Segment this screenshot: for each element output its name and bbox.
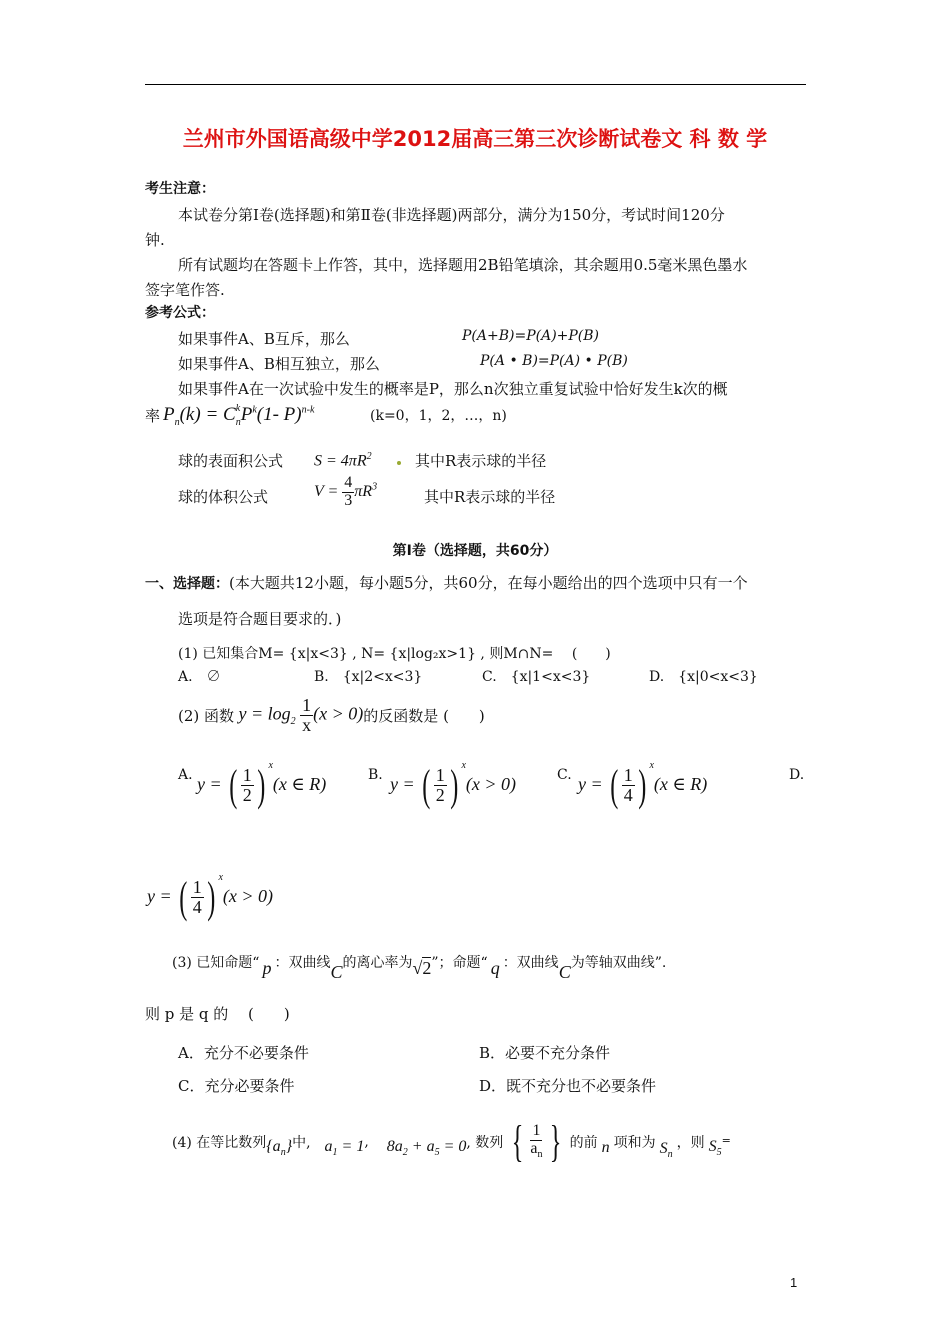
formula2-text: 如果事件A、B相互独立，那么 [178,355,380,373]
q4-stem-3: , [364,1134,369,1150]
q4-reciprocal: { $\frac{1}{a_n}$ } [512,1117,561,1166]
q4-relation: $8a_2 + a_5 = 0$ [386,1137,467,1159]
q2-option-c: y = ( $\frac{1}{4}$ ) $^x$(x ∈ R) [578,760,708,810]
q2-b-label: B. [368,767,383,783]
formula1-expr: P(A+B)=P(A)+P(B) [462,328,600,344]
notice-p1-line1: 本试卷分第Ⅰ卷(选择题)和第Ⅱ卷(非选择题)两部分，满分为150分，考试时间120分 [178,206,725,224]
q2-option-d: y = ( $\frac{1}{4}$ ) $^x$(x > 0) [147,872,274,922]
page-number: 1 [790,1275,798,1290]
q3-stem [172,942,666,982]
q4-stem: (4) 在等比数列 $\{a_n\}$ 中, $a_1 = 1$ , $8a_2 + a_5 = 0$ , 数列 { $\frac{1}{a_n}$ } 的前 n 项和为 $S_n$ ，则 $S_5$ = [172,1117,731,1166]
q3-c-symbol: C [330,961,343,982]
q3-stem-5: ：双曲线 [502,955,559,971]
q3-option-d: D．既不充分也不必要条件 [479,1077,657,1095]
q4-s5: $S_5$ [708,1137,722,1159]
sphere-vol-formula: V = $\frac{4}{3}$ $\pi R^3$ [314,474,378,509]
q3-stem-1: (3) 已知命题“ [172,955,260,971]
q4-stem-6: 项和为 [613,1135,656,1151]
formula3-rate: 率 [145,407,161,425]
notice-heading: 考生注意： [145,181,215,197]
q4-n: n [601,1139,610,1156]
q3-line2: 则 p 是 q 的 ( ) [145,1005,290,1023]
q4-stem-1: (4) 在等比数列 [172,1135,267,1151]
q3-option-b: B．必要不充分条件 [479,1044,611,1062]
binomial-formula: $P_n(k) = C$ $_{k n}P^k(1-$ P)$^{n-k}$ [163,402,315,428]
q1-option-c: C. {x|1<x<3} [482,669,591,685]
q3-stem-3: 的离心率为 [342,955,413,971]
q1-stem: (1) 已知集合M= {x|x<3} , N= {x|log₂x>1} , 则M∩N= ( ) [178,646,611,662]
q4-stem-5: 的前 [569,1135,598,1151]
q4-a1: $a_1 = 1$ [324,1137,365,1159]
section-desc2: 选项是符合题目要求的．) [178,610,342,628]
q2-c-label: C. [557,767,572,783]
q2-option-a: y = ( $\frac{1}{2}$ ) $^x$(x ∈ R) [197,760,327,810]
notice-p2-line1: 所有试题均在答题卡上作答，其中，选择题用2B铅笔填涂，其余题用0.5毫米黑色墨水 [178,256,748,274]
notice-p2-line2: 签字笔作答. [145,281,225,299]
q2-a-label: A. [178,767,193,783]
q2-stem-pre: (2) 函数 [178,706,235,725]
q2-option-b: y = ( $\frac{1}{2}$ ) $^x$(x > 0) [390,760,517,810]
section-desc1: (本大题共12小题，每小题5分，共60分，在每小题给出的四个选项中只有一个 [229,574,748,592]
q3-q-symbol: q [490,957,500,978]
q3-stem-4: ”；命题“ [431,955,488,971]
q4-sequence: $\{a_n\}$ [266,1137,293,1159]
q3-c-symbol-2: C [558,961,571,982]
q3-option-c: C．充分必要条件 [178,1077,295,1095]
sphere-vol-label: 球的体积公式 [178,488,269,506]
header-rule [145,84,806,85]
q3-stem-6: 为等轴双曲线”. [570,955,667,971]
q3-option-a: A．充分不必要条件 [178,1044,309,1062]
q4-stem-2: 中, [292,1135,311,1151]
q1-option-d: D. {x|0<x<3} [649,669,758,685]
part1-heading: 第Ⅰ卷（选择题，共60分） [392,543,558,559]
formulas-heading: 参考公式： [145,305,215,321]
section-intro [145,572,748,593]
sphere-vol-note: 其中R表示球的半径 [424,488,556,506]
q2-stem-post: 的反函数是 ( ) [363,706,485,725]
marker-dot [397,461,401,465]
q1-option-b: B. {x|2<x<3} [314,669,423,685]
q3-p-symbol: p [262,957,272,978]
sphere-area-formula: $S = 4\pi R^2$ [314,451,372,470]
page-title: 兰州市外国语高级中学2012届高三第三次诊断试卷文 科 数 学 [182,127,768,151]
formula2-expr: P(A • B)=P(A) • P(B) [480,353,628,369]
section-label: 一、选择题： [145,576,229,592]
q3-sqrt2: √2 [412,957,432,978]
q3-stem-2: ：双曲线 [274,955,331,971]
q1-option-a: A. ∅ [178,669,221,685]
q4-stem-4: , 数列 [466,1135,504,1151]
q4-stem-7: ，则 [676,1135,705,1151]
formula3-line1: 如果事件A在一次试验中发生的概率是P，那么n次独立重复试验中恰好发生k次的概 [178,380,728,398]
q2-stem [178,690,485,740]
sphere-area-label: 球的表面积公式 [178,452,284,470]
q2-d-label: D. [789,767,805,783]
q2-function: $y = \log_2$ $\frac{1}{x}$ (x > 0) [234,694,364,735]
notice-p1-line2: 钟. [145,231,165,249]
sphere-area-note: 其中R表示球的半径 [415,452,547,470]
formula3-range: (k=0，1，2，…，n) [370,408,507,424]
formula1-text: 如果事件A、B互斥，那么 [178,330,350,348]
q4-sn: $S_n$ [659,1139,673,1161]
